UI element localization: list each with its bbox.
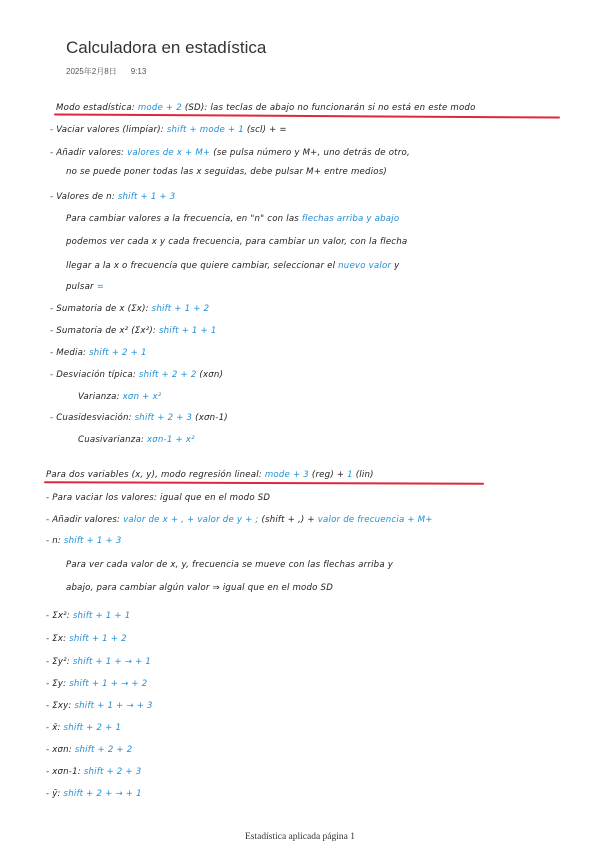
note-line (50, 327, 217, 336)
note-text: Para dos variables (x, y), modo regresión lineal: (46, 470, 265, 480)
underline-sd-mode (54, 113, 560, 118)
key-sequence: = (96, 282, 105, 292)
note-text: - Añadir valores: (50, 148, 128, 158)
note-line (46, 702, 153, 711)
note-date (66, 66, 146, 77)
key-sequence: shift + 2 + 2 (74, 745, 133, 755)
note-text: Para cambiar valores a la frecuencia, en "n" con las (66, 214, 302, 224)
key-sequence: shift + 2 + → + 1 (63, 789, 142, 799)
note-text: (se pulsa número y M+, uno detrás de otro, (210, 148, 410, 158)
note-text: Cuasivarianza: (78, 435, 147, 445)
note-text: Para ver cada valor de x, y, frecuencia se mueve con las flechas arriba y (66, 560, 394, 570)
note-line (46, 612, 130, 621)
note-text: - x̄: (46, 723, 64, 733)
note-text: - xσn-1: (46, 767, 84, 777)
note-line (46, 746, 132, 755)
note-text: (xσn) (196, 370, 224, 380)
key-sequence: shift + 2 + 3 (83, 767, 142, 777)
note-text: Varianza: (78, 392, 123, 402)
note-line (46, 724, 121, 733)
key-sequence: shift + 1 + 2 (151, 304, 210, 314)
key-sequence: shift + 1 + 3 (63, 536, 122, 546)
note-line (46, 537, 122, 546)
key-sequence: shift + 1 + → + 2 (69, 679, 148, 689)
key-sequence: shift + 1 + 1 (72, 611, 131, 621)
key-sequence: shift + 1 + 1 (158, 326, 217, 336)
key-sequence: shift + 2 + 1 (89, 348, 147, 358)
note-line (66, 238, 407, 247)
note-text: - Σx²: (46, 611, 73, 621)
note-line (46, 494, 270, 503)
note-text: abajo, para cambiar algún valor ⇒ igual que en el modo SD (66, 583, 334, 593)
key-sequence: xσn-1 + x² (146, 435, 195, 445)
note-time: 9:13 (130, 67, 147, 76)
note-line (46, 471, 374, 480)
note-line (50, 126, 287, 135)
note-line (56, 104, 476, 113)
note-text: - Σy²: (46, 657, 73, 667)
page-title: Calculadora en estadística (66, 38, 267, 57)
note-line (66, 584, 333, 593)
key-sequence: shift + 2 + 3 (134, 413, 193, 423)
key-sequence: xσn + x² (122, 392, 162, 402)
key-sequence: shift + 1 + 3 (117, 192, 176, 202)
note-text: - Sumatoria de x² (Σx²): (50, 326, 159, 336)
note-line (46, 680, 147, 689)
note-text: pulsar (66, 282, 97, 292)
note-text: llegar a la x o frecuencia que quiere cambiar, seleccionar el (66, 261, 339, 271)
note-line (46, 516, 433, 525)
note-text: - xσn: (46, 745, 75, 755)
note-text: - Sumatoria de x (Σx): (50, 304, 152, 314)
note-text: no se puede poner todas las x seguidas, debe pulsar M+ entre medios) (66, 167, 387, 177)
note-line (50, 305, 209, 314)
key-sequence: mode + 2 (137, 103, 182, 113)
note-text: (scl) + = (243, 125, 287, 135)
key-sequence: nuevo valor (338, 261, 392, 271)
note-line (50, 349, 147, 358)
key-sequence: valor de x + , + valor de y + ; (123, 515, 259, 525)
note-line (46, 635, 127, 644)
note-text: (SD): las teclas de abajo no funcionarán si no está en este modo (181, 103, 476, 113)
note-line (46, 658, 151, 667)
note-text: Modo estadística: (56, 103, 138, 113)
key-sequence: shift + 2 + 2 (138, 370, 197, 380)
note-text: - Σx: (46, 634, 70, 644)
note-text: - ȳ: (46, 789, 64, 799)
note-line (46, 790, 142, 799)
note-text: (xσn-1) (192, 413, 228, 423)
note-text: (lin) (352, 470, 374, 480)
key-sequence: shift + 2 + 1 (63, 723, 122, 733)
note-line (66, 168, 387, 177)
note-line (78, 393, 161, 402)
note-text: - Añadir valores: (46, 515, 124, 525)
note-line (50, 371, 223, 380)
note-text: podemos ver cada x y cada frecuencia, para cambiar un valor, con la flecha (66, 237, 408, 247)
key-sequence: valor de frecuencia + M+ (317, 515, 433, 525)
note-text: - Σy: (46, 679, 70, 689)
note-line (50, 149, 410, 158)
note-line (66, 561, 393, 570)
note-text: (reg) + (308, 470, 348, 480)
key-sequence: mode + 3 (264, 470, 309, 480)
page-footer: Estadística aplicada página 1 (245, 832, 355, 842)
note-text: - Vaciar valores (limpiar): (50, 125, 167, 135)
key-sequence: shift + 1 + → + 1 (72, 657, 152, 667)
note-text: y (391, 261, 400, 271)
note-line (66, 215, 399, 224)
note-text: - Cuasidesviación: (50, 413, 135, 423)
note-text: - Para vaciar los valores: igual que en el modo SD (46, 493, 271, 503)
note-text: - Media: (50, 348, 90, 358)
note-line (66, 262, 399, 271)
key-sequence: shift + 1 + 2 (69, 634, 127, 644)
note-text: - Valores de n: (50, 192, 118, 202)
key-sequence: valores de x + M+ (127, 148, 211, 158)
underline-regression-mode (44, 481, 484, 485)
note-text: - Desviación típica: (50, 370, 139, 380)
key-sequence: flechas arriba y abajo (301, 214, 400, 224)
note-text: - Σxy: (46, 701, 75, 711)
key-sequence: shift + mode + 1 (166, 125, 244, 135)
note-text: (shift + ,) + (258, 515, 318, 525)
note-line (66, 283, 104, 292)
note-line (50, 414, 228, 423)
note-line (78, 436, 195, 445)
note-text: - n: (46, 536, 64, 546)
note-line (46, 768, 141, 777)
note-line (50, 193, 175, 202)
key-sequence: 1 (347, 470, 353, 480)
note-date-value: 2025年2月8日 (66, 67, 117, 76)
key-sequence: shift + 1 + → + 3 (74, 701, 153, 711)
